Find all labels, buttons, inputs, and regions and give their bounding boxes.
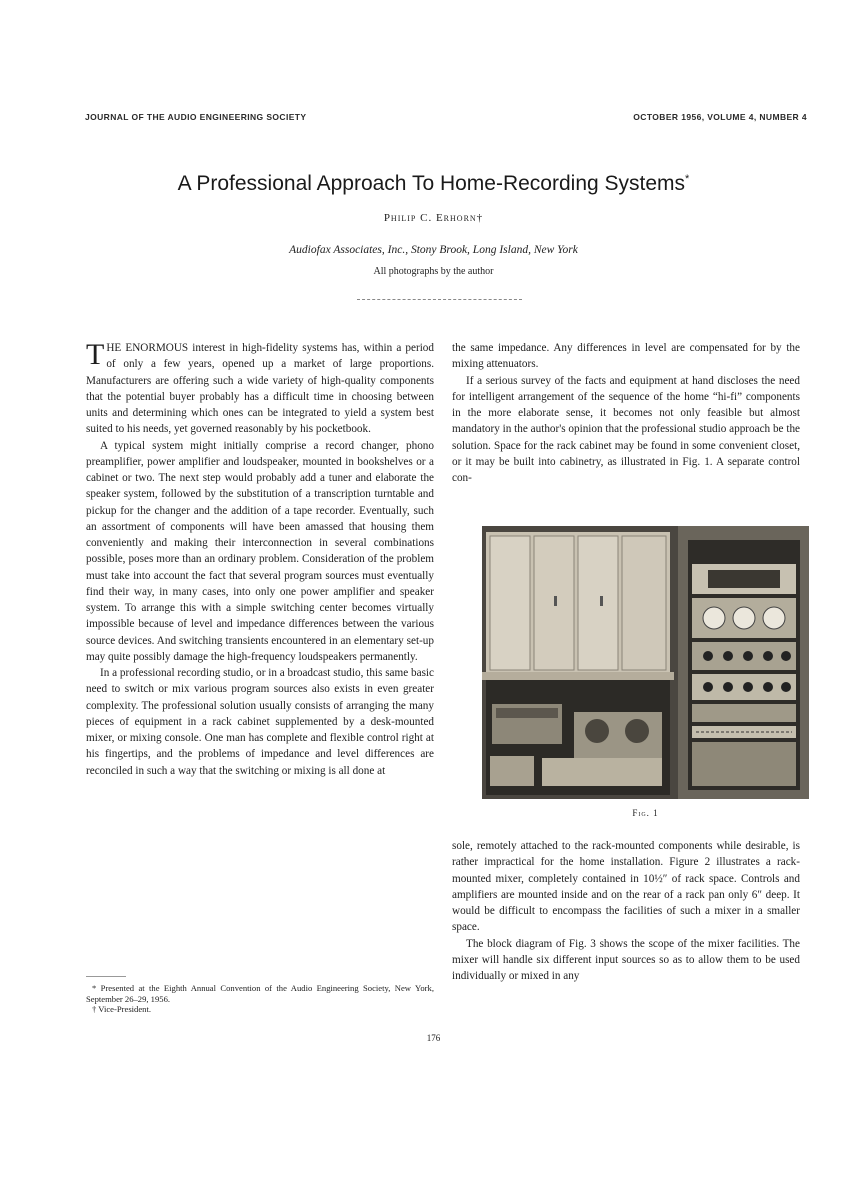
article-title-text: A Professional Approach To Home-Recording Systems [177,172,686,195]
issue-info: OCTOBER 1956, VOLUME 4, NUMBER 4 [633,112,807,122]
title-divider [357,299,522,300]
page-number: 176 [426,1033,441,1043]
figure-1-caption: Fig. 1 [632,808,659,818]
footnotes [86,976,434,1015]
paragraph-2: A typical system might initially comprise a record changer, phono preamplifier, power amplifier and loudspeaker, mounted in bookshelves or a cabinet or two. The next step would probably add a tuner and elaborate the speaker system, followed by the substitution of a transcription turntable and pickup for the changer and the addition of a tape recorder. Eventually, such an assortment of components will have been amassed that housing them conveniently and making their interconnection in several combinations possible, poses more than an ordinary problem. Consideration of the problem must take into account the fact that several program sources must eventually find their way, in many cases, into only one power amplifier and speaker system. To arrange this with a simple switching center becomes virtually impossible because of level and impedance differences between the various source devices. And switching transients encountered in an elementary set-up may quite possibly damage the high-frequency loudspeakers permanently. [86,439,434,663]
journal-name: JOURNAL OF THE AUDIO ENGINEERING SOCIETY [85,112,307,122]
footnote-rule [86,976,126,977]
drop-cap: T [86,338,105,371]
paragraph-3: In a professional recording studio, or in a broadcast studio, this same basic need to switch or mix various program sources also exists in even greater complexity. The professional solution usually consists of arranging the many pieces of equipment in a rack cabinet supplemented by a desk-mounted mixer, or mixing console. One man has complete and flexible control right at his fingertips, and the problems of impedance and level differences are reconciled in such a way that the switching or mixing is all done at [86,667,434,777]
rack-cabinet-photo-image [482,526,809,799]
article-title [0,172,867,196]
body-column-left [86,340,434,779]
body-column-right-top [452,340,800,486]
paragraph-1 [86,340,434,438]
title-footnote-mark: * [685,173,690,185]
photo-credit: All photographs by the author [373,266,494,277]
paragraph-4: the same impedance. Any differences in level are compensated for by the mixing attenuators. [452,342,800,371]
paragraph-7: The block diagram of Fig. 3 shows the scope of the mixer facilities. The mixer will handle six different input sources so as to allow them to be used individually or mixed in any [452,937,800,982]
footnote-1: * Presented at the Eighth Annual Convention of the Audio Engineering Society, New York, September 26–29, 1956. [86,983,434,1004]
body-column-right-bottom [452,838,800,984]
footnote-2: † Vice-President. [92,1004,151,1014]
author-affiliation: Audiofax Associates, Inc., Stony Brook, Long Island, New York [289,244,578,256]
paragraph-6: sole, remotely attached to the rack-mounted components while desirable, is rather impractical for the home installation. Figure 2 illustrates a rack-mounted mixer, completely contained in 10½″ of rack space. Controls and amplifiers are mounted inside and on the rear of a rack pan only 6″ deep. It would be difficult to encompass the facilities of such a mixer in a smaller space. [452,840,800,934]
author-name: Philip C. Erhorn† [383,212,484,224]
paragraph-5: If a serious survey of the facts and equipment at hand discloses the need for intelligent arrangement of the sequence of the home “hi-fi” components in the more elaborate sense, it becomes not only feasible but almost mandatory in the author's opinion that the professional studio approach be the solution. Space for the rack cabinet may be found in some convenient closet, or it may be built into cabinetry, as illustrated in Fig. 1. A separate control con- [452,374,800,484]
figure-1-photo [482,526,809,799]
paragraph-1-text: HE ENORMOUS interest in high-fidelity systems has, within a period of only a few years, opened up a market of large proportions. Manufacturers are offering such a wide variety of high-quality components that the potential buyer probably has a difficult time in choosing between units and determining which ones can be integrated to yield a system best suited to his needs, yet governed reasonably by his pocketbook. [86,342,434,436]
